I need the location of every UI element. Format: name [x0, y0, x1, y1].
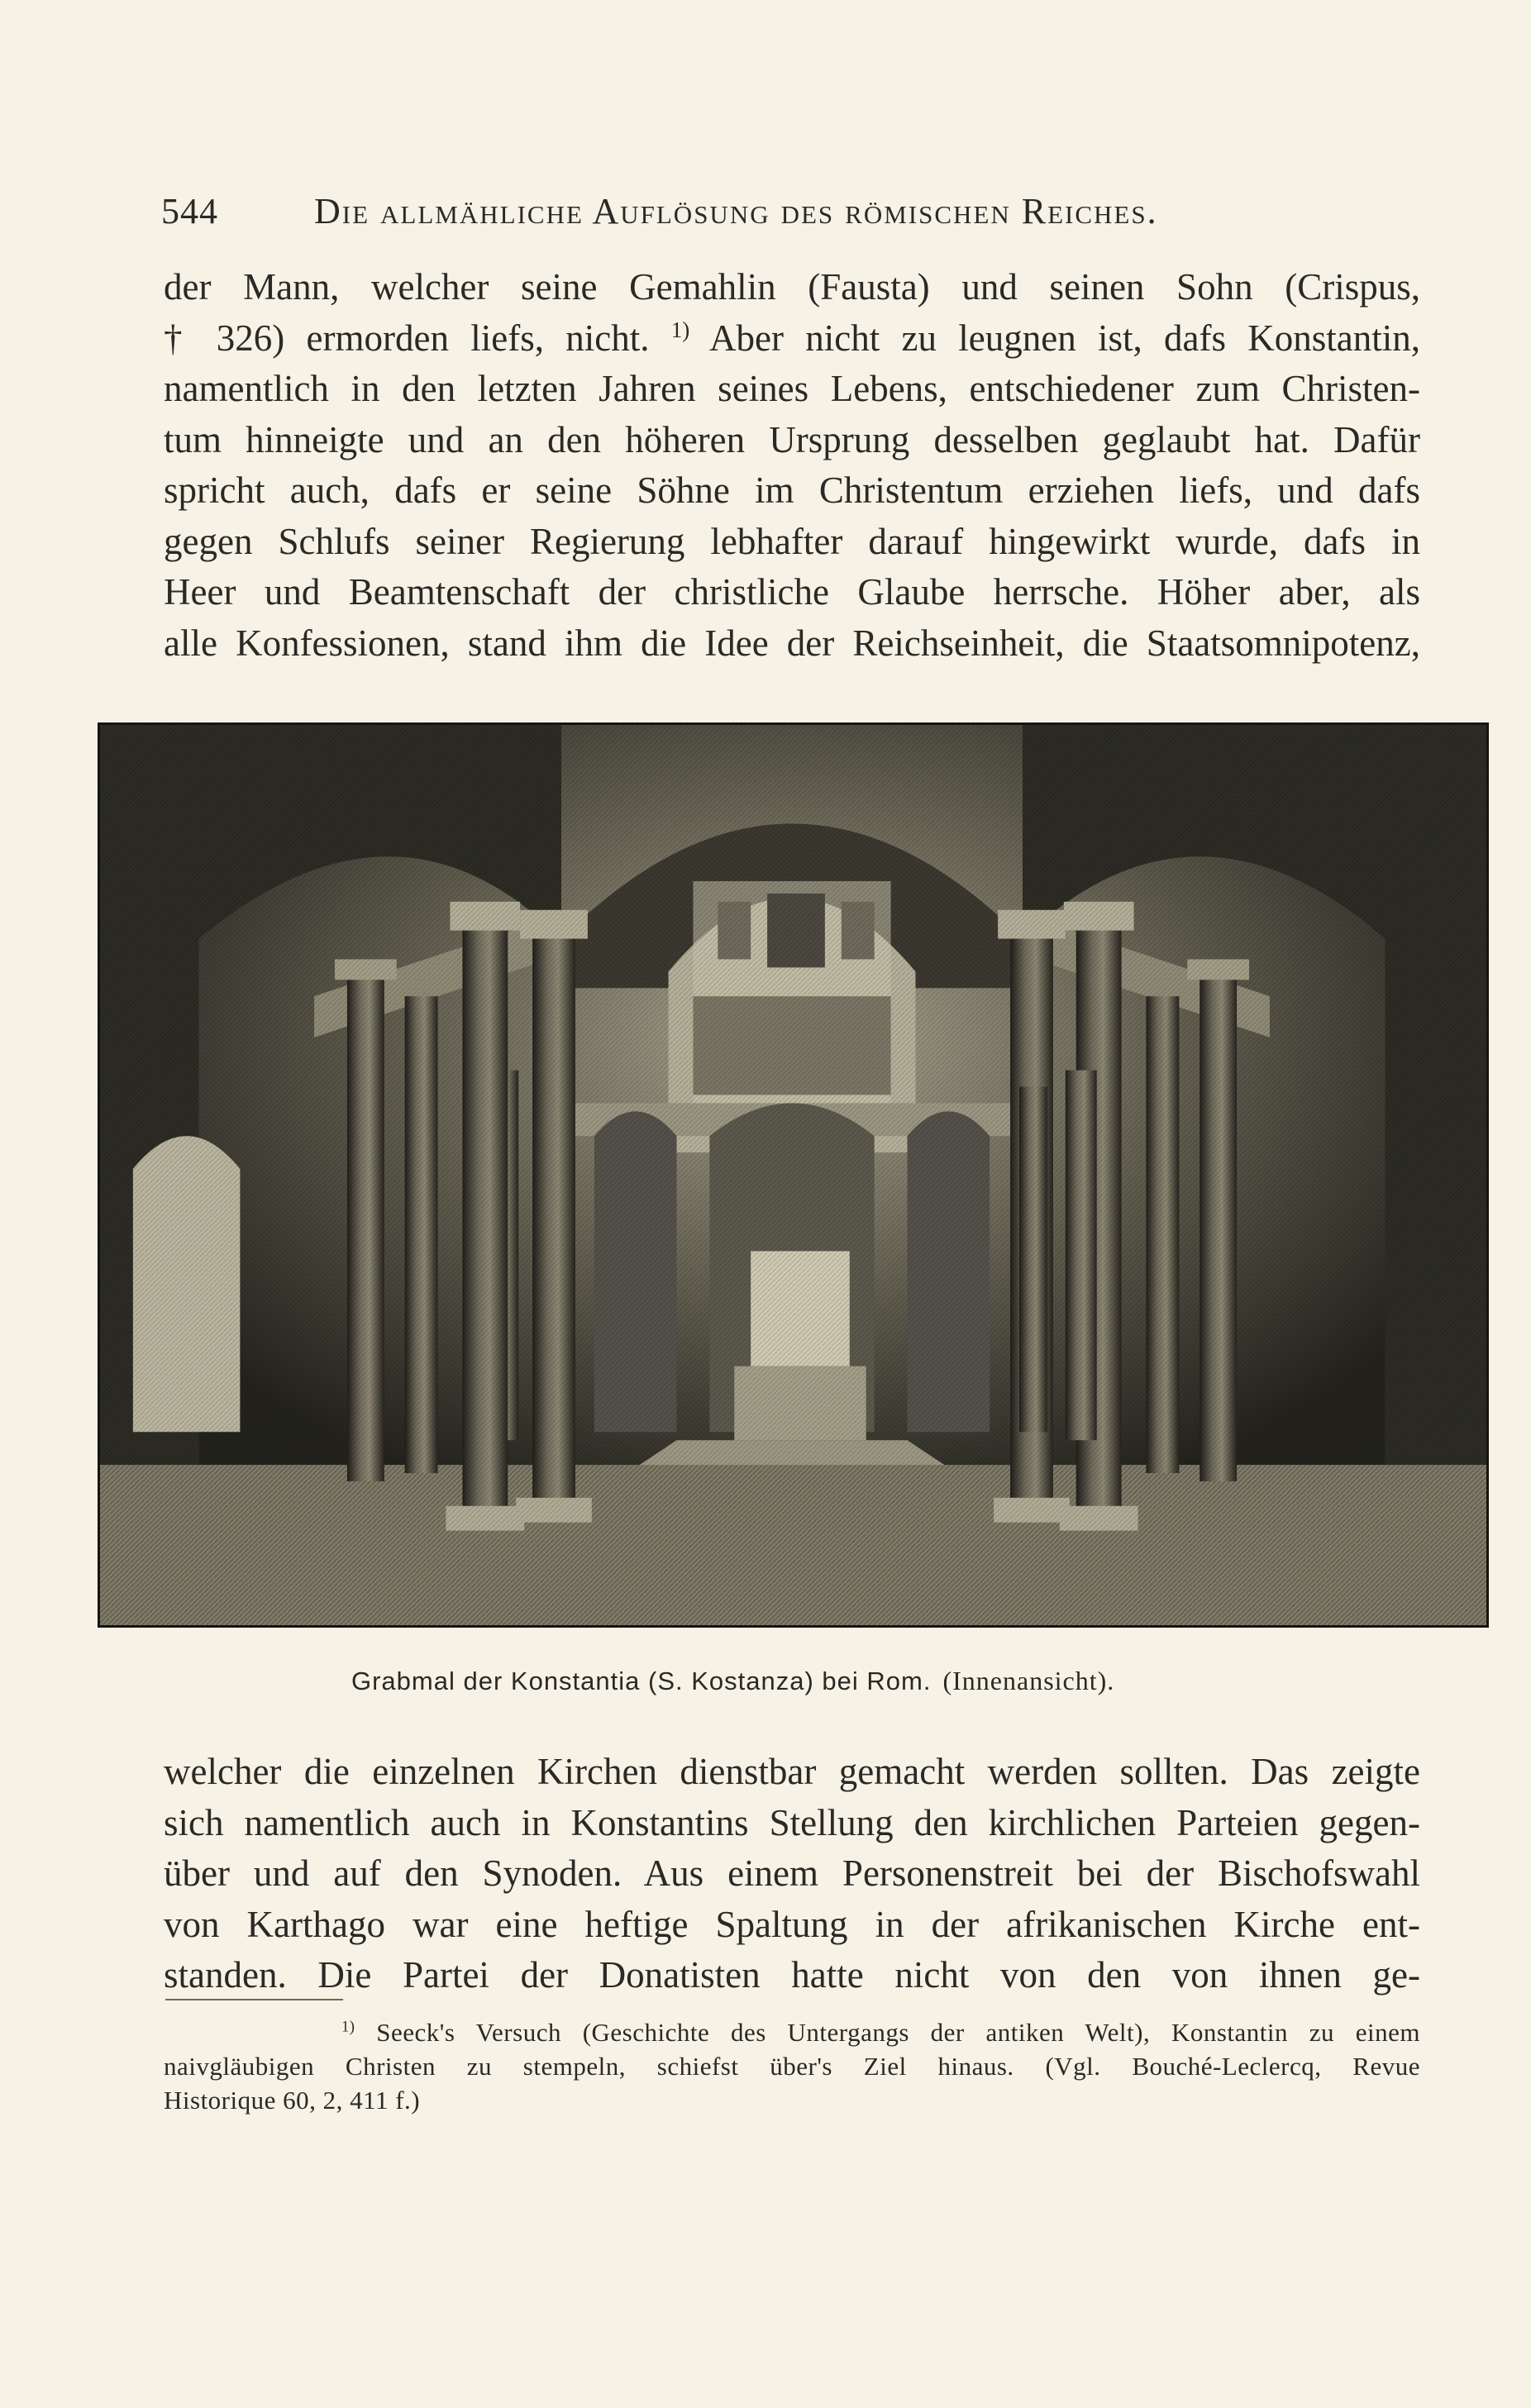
running-title: Die allmähliche Auflösung des römischen Reiches.: [314, 191, 1158, 231]
text-line: welcher die einzelnen Kirchen dienstbar gemacht werden sollten. Das zeigte: [164, 1751, 1420, 1792]
caption-title: Grabmal der Konstantia (S. Kostanza) bei Rom.: [351, 1667, 932, 1695]
text-line: gegen Schlufs seiner Regierung lebhafter darauf hingewirkt wurde, dafs in: [164, 520, 1420, 562]
text-line: der Mann, welcher seine Gemahlin (Fausta) und seinen Sohn (Crispus,: [164, 266, 1420, 308]
page-header: [161, 190, 1277, 240]
text-line: namentlich in den letzten Jahren seines Lebens, entschiedener zum Christen-: [164, 368, 1420, 409]
text-line: über und auf den Synoden. Aus einem Personenstreit bei der Bischofswahl: [164, 1852, 1420, 1894]
caption-subtitle: (Innenansicht).: [942, 1666, 1115, 1695]
engraving-image: [100, 725, 1486, 1625]
text-line: tum hinneigte und an den höheren Ursprung desselben geglaubt hat. Dafür: [164, 418, 1420, 460]
text-line: † 326) ermorden liefs, nicht. $^{1)}$ Aber nicht zu leugnen ist, dafs Konstantin,: [164, 317, 1420, 359]
text-line: standen. Die Partei der Donatisten hatte nicht von den von ihnen ge-: [164, 1954, 1420, 1996]
text-line: spricht auch, dafs er seine Söhne im Christentum erziehen liefs, und dafs: [164, 470, 1420, 511]
illustration-mausoleum-interior: [98, 722, 1489, 1628]
footnote-line: Historique 60, 2, 411 f.): [164, 2086, 421, 2115]
footnote-marker: 1): [341, 2018, 355, 2036]
figure-caption: [351, 1666, 1302, 1707]
page-number: 544: [161, 191, 218, 231]
text-line: alle Konfessionen, stand ihm die Idee der Reichseinheit, die Staatsomnipotenz,: [164, 622, 1420, 664]
footnote-separator: [165, 1999, 343, 2000]
footnote-line: $^{1)}$ Seeck's Versuch (Geschichte des Untergangs der antiken Welt), Konstantin zu einem: [341, 2018, 1420, 2047]
text-line: Heer und Beamtenschaft der christliche Glaube herrsche. Höher aber, als: [164, 571, 1420, 613]
body-paragraph-2: [164, 1747, 1420, 2001]
footnote-reference: 1): [670, 317, 690, 342]
footnote-line: naivgläubigen Christen zu stempeln, schiefst über's Ziel hinaus. (Vgl. Bouché-Leclercq, Revue: [164, 2052, 1420, 2081]
text-line: sich namentlich auch in Konstantins Stellung den kirchlichen Parteien gegen-: [164, 1801, 1420, 1843]
text-line: von Karthago war eine heftige Spaltung in der afrikanischen Kirche ent-: [164, 1903, 1420, 1945]
footnote: [164, 2015, 1420, 2117]
body-paragraph-1: [164, 262, 1420, 669]
